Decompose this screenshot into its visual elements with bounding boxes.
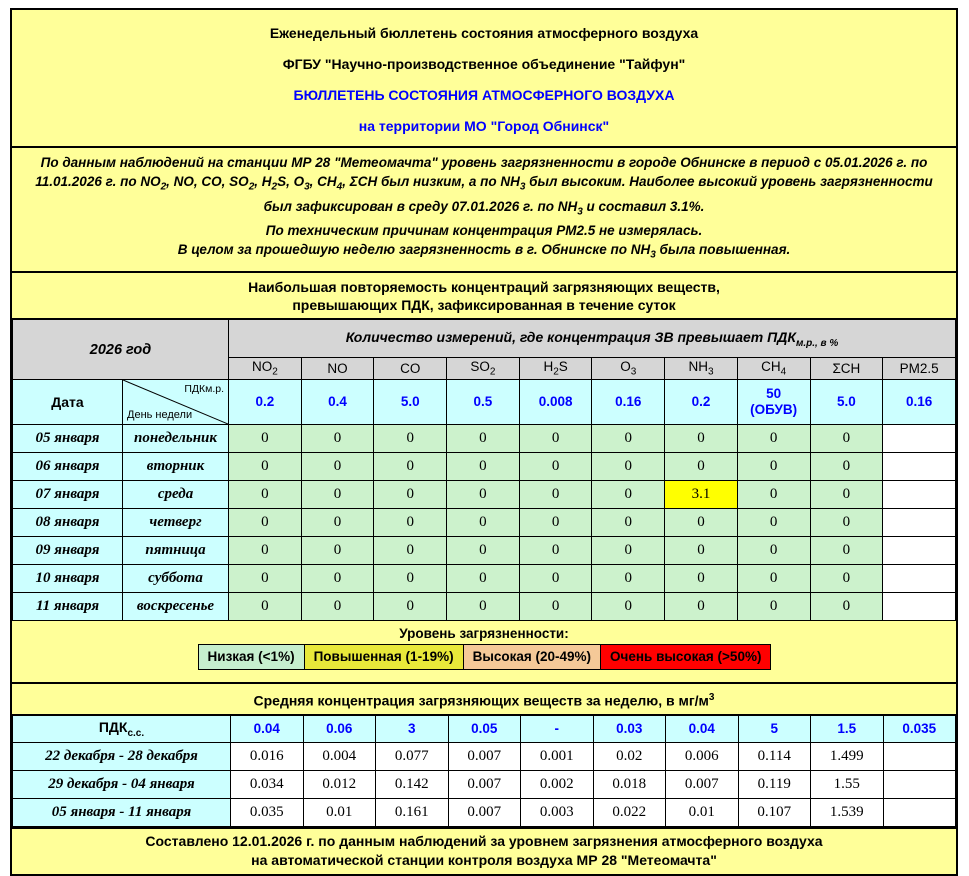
exceedance-value-cell: 0 xyxy=(229,565,302,593)
air-quality-bulletin xyxy=(10,8,958,876)
date-cell: 09 января xyxy=(13,537,123,565)
exceedance-value-cell: 0 xyxy=(447,425,520,453)
pollution-level-legend xyxy=(12,621,956,682)
pdk-ss-value-cell: 0.06 xyxy=(303,715,376,743)
pollutant-header-cell: NO xyxy=(301,358,374,380)
weekday-cell: пятница xyxy=(123,537,229,565)
pdk-mr-row xyxy=(13,380,956,425)
pdk-mr-value-cell: 0.008 xyxy=(519,380,592,425)
footer-note xyxy=(12,827,956,874)
weekly-value-cell: 0.02 xyxy=(593,742,666,770)
pdk-ss-value-cell: 0.035 xyxy=(883,715,956,743)
exceedance-value-cell xyxy=(883,565,956,593)
exceedance-row xyxy=(13,425,956,453)
exceedance-value-cell: 0 xyxy=(447,453,520,481)
pollutant-header-cell: $H_2S$ xyxy=(519,358,592,380)
exceedance-value-cell: 0 xyxy=(301,537,374,565)
exceedance-value-cell: 0 xyxy=(374,509,447,537)
exceedance-value-cell: 0 xyxy=(447,509,520,537)
exceedance-value-cell: 0 xyxy=(810,593,883,621)
weekly-value-cell: 0.007 xyxy=(448,798,521,826)
weekly-value-cell: 0.142 xyxy=(376,770,449,798)
exceedance-value-cell: 0 xyxy=(519,425,592,453)
weekday-cell: суббота xyxy=(123,565,229,593)
exceedance-value-cell: 0 xyxy=(229,453,302,481)
legend-item: Очень высокая (>50%) xyxy=(600,644,771,670)
exceedance-value-cell: 0 xyxy=(810,425,883,453)
exceedance-value-cell: 0 xyxy=(374,481,447,509)
weekly-row xyxy=(13,742,956,770)
pdk-mr-value-cell: 0.2 xyxy=(665,380,738,425)
weekly-value-cell: 1.539 xyxy=(811,798,884,826)
legend-title: Уровень загрязненности: xyxy=(399,626,569,642)
pollutant-header-cell: $CH_4$ xyxy=(737,358,810,380)
weekly-table-title: Средняя концентрация загрязняющих веществ за неделю, в $мг/м^3$ xyxy=(12,682,956,714)
summary-paragraph: По данным наблюдений на станции МР 28 "Метеомачта" уровень загрязненности в городе Обнинске в период с 05.01.2026 г. по 11.01.2026 г. по $NO_2$, NO, CO, $SO_2$, $H_2S$, $O_3$, $CH_4$, ΣCH был низким, а по $NH_3$ был высоким. Наиболее высокий уровень загрязненности был зафиксирован в среду 07.01.2026 г. по $NH_3$ и составил 3.1%. xyxy=(35,155,933,218)
exceedance-value-cell: 0 xyxy=(519,481,592,509)
exceedance-value-cell: 0 xyxy=(592,565,665,593)
date-cell: 10 января xyxy=(13,565,123,593)
exceedance-value-cell: 3.1 xyxy=(665,481,738,509)
exceedance-value-cell: 0 xyxy=(592,425,665,453)
exceedance-value-cell: 0 xyxy=(301,565,374,593)
pollutant-header-cell: $NH_3$ xyxy=(665,358,738,380)
weekday-cell: четверг xyxy=(123,509,229,537)
weekly-value-cell: 0.022 xyxy=(593,798,666,826)
date-cell: 07 января xyxy=(13,481,123,509)
exceedance-value-cell: 0 xyxy=(519,453,592,481)
period-cell: 29 декабря - 04 января xyxy=(13,770,231,798)
exceedance-value-cell: 0 xyxy=(810,481,883,509)
legend-item: Высокая (20-49%) xyxy=(463,644,601,670)
exceedance-value-cell: 0 xyxy=(229,425,302,453)
summary-note-pm25: По техническим причинам концентрация PM2.5 не измерялась. xyxy=(265,223,703,239)
legend-row xyxy=(12,644,956,670)
exceedance-value-cell xyxy=(883,425,956,453)
exceedance-value-cell: 0 xyxy=(737,453,810,481)
weekday-cell: вторник xyxy=(123,453,229,481)
exceedance-value-cell: 0 xyxy=(665,509,738,537)
footer-line-station: на автоматической станции контроля воздуха МР 28 "Метеомачта" xyxy=(251,851,717,868)
exceedance-value-cell: 0 xyxy=(665,565,738,593)
exceedance-value-cell: 0 xyxy=(592,509,665,537)
weekday-cell: среда xyxy=(123,481,229,509)
weekly-value-cell: 0.001 xyxy=(521,742,594,770)
weekly-value-cell xyxy=(883,798,956,826)
weekly-concentration-table xyxy=(12,714,956,827)
pdk-ss-row xyxy=(13,715,956,743)
pollutant-header-cell: $NO_2$ xyxy=(229,358,302,380)
exceedance-value-cell: 0 xyxy=(592,481,665,509)
exceedance-value-cell: 0 xyxy=(229,537,302,565)
weekly-value-cell: 1.55 xyxy=(811,770,884,798)
exceedance-value-cell: 0 xyxy=(810,453,883,481)
exceedance-value-cell: 0 xyxy=(301,593,374,621)
pdk-mr-value-cell: 50 (ОБУВ) xyxy=(737,380,810,425)
period-cell: 05 января - 11 января xyxy=(13,798,231,826)
weekly-value-cell: 0.007 xyxy=(448,742,521,770)
exceedance-value-cell: 0 xyxy=(810,565,883,593)
weekly-row xyxy=(13,770,956,798)
exceedance-value-cell: 0 xyxy=(737,481,810,509)
summary-note-week: В целом за прошедшую неделю загрязненность в г. Обнинске по $NH_3$ была повышенная. xyxy=(177,242,791,262)
exceedance-value-cell: 0 xyxy=(665,425,738,453)
exceedance-row xyxy=(13,593,956,621)
pollutant-header-cell: PM2.5 xyxy=(883,358,956,380)
pdk-mr-value-cell: 5.0 xyxy=(810,380,883,425)
weekly-value-cell: 0.007 xyxy=(666,770,739,798)
pdk-mr-value-cell: 0.16 xyxy=(883,380,956,425)
exceedance-value-cell: 0 xyxy=(592,593,665,621)
footer-line-compiled: Составлено 12.01.2026 г. по данным наблюдений за уровнем загрязнения атмосферного воздуха xyxy=(145,832,823,849)
weekly-value-cell: 0.016 xyxy=(231,742,304,770)
weekly-value-cell: 0.161 xyxy=(376,798,449,826)
period-cell: 22 декабря - 28 декабря xyxy=(13,742,231,770)
bulletin-territory: на территории МО "Город Обнинск" xyxy=(358,118,610,134)
exceedance-value-cell: 0 xyxy=(374,537,447,565)
exceedance-value-cell: 0 xyxy=(447,593,520,621)
exceedance-value-cell: 0 xyxy=(519,593,592,621)
weekday-cell: понедельник xyxy=(123,425,229,453)
legend-item: Повышенная (1-19%) xyxy=(304,644,464,670)
exceedance-value-cell: 0 xyxy=(592,453,665,481)
legend-item: Низкая (<1%) xyxy=(198,644,305,670)
exceedance-value-cell: 0 xyxy=(374,565,447,593)
bulletin-subtitle: Еженедельный бюллетень состояния атмосферного воздуха xyxy=(269,25,699,41)
exceedance-value-cell: 0 xyxy=(519,537,592,565)
weekly-value-cell: 0.01 xyxy=(666,798,739,826)
pdk-ss-value-cell: - xyxy=(521,715,594,743)
exceedance-value-cell: 0 xyxy=(374,453,447,481)
weekly-value-cell: 0.004 xyxy=(303,742,376,770)
weekly-value-cell: 1.499 xyxy=(811,742,884,770)
exceedance-value-cell: 0 xyxy=(737,593,810,621)
exceedance-table-title: Наибольшая повторяемость концентраций загрязняющих веществ, превышающих ПДК, зафиксированная в течение суток xyxy=(12,271,956,318)
exceedance-header-row xyxy=(13,319,956,358)
weekly-value-cell: 0.035 xyxy=(231,798,304,826)
pdk-weekday-diagonal-cell xyxy=(123,380,229,425)
weekly-value-cell: 0.114 xyxy=(738,742,811,770)
weekly-value-cell: 0.077 xyxy=(376,742,449,770)
weekly-value-cell xyxy=(883,770,956,798)
year-cell: 2026 год xyxy=(13,319,229,380)
exceedance-value-cell xyxy=(883,537,956,565)
weekly-value-cell: 0.01 xyxy=(303,798,376,826)
date-cell: 08 января xyxy=(13,509,123,537)
exceedance-value-cell: 0 xyxy=(737,509,810,537)
pollutant-header-cell: ΣCH xyxy=(810,358,883,380)
summary-block xyxy=(12,146,956,271)
pdk-ss-value-cell: 1.5 xyxy=(811,715,884,743)
date-cell: 11 января xyxy=(13,593,123,621)
exceedance-value-cell: 0 xyxy=(592,537,665,565)
exceedance-value-cell: 0 xyxy=(737,537,810,565)
pdk-mr-value-cell: 0.16 xyxy=(592,380,665,425)
exceedance-value-cell: 0 xyxy=(447,537,520,565)
weekly-value-cell: 0.007 xyxy=(448,770,521,798)
weekly-value-cell xyxy=(883,742,956,770)
exceedance-value-cell: 0 xyxy=(737,425,810,453)
weekly-value-cell: 0.006 xyxy=(666,742,739,770)
date-cell: 05 января xyxy=(13,425,123,453)
weekly-value-cell: 0.002 xyxy=(521,770,594,798)
exceedance-value-cell: 0 xyxy=(447,565,520,593)
exceedance-row xyxy=(13,453,956,481)
date-cell: 06 января xyxy=(13,453,123,481)
exceedance-value-cell: 0 xyxy=(447,481,520,509)
exceedance-value-cell: 0 xyxy=(810,509,883,537)
diagonal-label-pdk: ПДКм.р. xyxy=(184,383,225,396)
pollutant-header-cell: $SO_2$ xyxy=(447,358,520,380)
exceedance-value-cell: 0 xyxy=(229,593,302,621)
pdk-ss-value-cell: 3 xyxy=(376,715,449,743)
exceedance-value-cell: 0 xyxy=(374,593,447,621)
weekly-value-cell: 0.018 xyxy=(593,770,666,798)
bulletin-header xyxy=(12,10,956,146)
pollutant-header-cell: $O_3$ xyxy=(592,358,665,380)
exceedance-row xyxy=(13,537,956,565)
pdk-mr-value-cell: 5.0 xyxy=(374,380,447,425)
weekly-value-cell: 0.107 xyxy=(738,798,811,826)
pdk-ss-value-cell: 0.04 xyxy=(666,715,739,743)
pdk-mr-value-cell: 0.2 xyxy=(229,380,302,425)
exceedance-value-cell: 0 xyxy=(301,509,374,537)
pollutant-header-cell: CO xyxy=(374,358,447,380)
exceedance-value-cell: 0 xyxy=(301,481,374,509)
pdk-mr-value-cell: 0.4 xyxy=(301,380,374,425)
exceedance-value-cell: 0 xyxy=(737,565,810,593)
organization-name: ФГБУ "Научно-производственное объединение "Тайфун" xyxy=(282,56,686,72)
exceedance-value-cell xyxy=(883,593,956,621)
exceedance-value-cell: 0 xyxy=(301,425,374,453)
pdk-ss-value-cell: 0.03 xyxy=(593,715,666,743)
exceedance-value-cell xyxy=(883,481,956,509)
exceedance-value-cell: 0 xyxy=(229,509,302,537)
weekly-row xyxy=(13,798,956,826)
exceedance-value-cell: 0 xyxy=(519,509,592,537)
pdk-ss-label-cell: $ПДК_{с.с.}$ xyxy=(13,715,231,743)
exceedance-value-cell: 0 xyxy=(229,481,302,509)
weekly-value-cell: 0.003 xyxy=(521,798,594,826)
diagonal-label-weekday: День недели xyxy=(127,409,193,422)
exceedance-value-cell xyxy=(883,509,956,537)
pdk-ss-value-cell: 5 xyxy=(738,715,811,743)
measure-header-cell: Количество измерений, где концентрация ЗВ превышает $ПДК_{м.р., в \%}$ xyxy=(229,319,956,358)
pdk-ss-value-cell: 0.04 xyxy=(231,715,304,743)
exceedance-value-cell: 0 xyxy=(665,453,738,481)
weekly-value-cell: 0.119 xyxy=(738,770,811,798)
pdk-ss-value-cell: 0.05 xyxy=(448,715,521,743)
date-label-cell: Дата xyxy=(13,380,123,425)
exceedance-value-cell: 0 xyxy=(374,425,447,453)
pdk-mr-value-cell: 0.5 xyxy=(447,380,520,425)
weekday-cell: воскресенье xyxy=(123,593,229,621)
exceedance-value-cell: 0 xyxy=(810,537,883,565)
weekly-value-cell: 0.012 xyxy=(303,770,376,798)
weekly-value-cell: 0.034 xyxy=(231,770,304,798)
bulletin-title: БЮЛЛЕТЕНЬ СОСТОЯНИЯ АТМОСФЕРНОГО ВОЗДУХА xyxy=(293,87,675,103)
exceedance-value-cell: 0 xyxy=(301,453,374,481)
exceedance-value-cell: 0 xyxy=(665,593,738,621)
exceedance-row xyxy=(13,509,956,537)
exceedance-value-cell: 0 xyxy=(519,565,592,593)
exceedance-value-cell xyxy=(883,453,956,481)
exceedance-value-cell: 0 xyxy=(665,537,738,565)
exceedance-row xyxy=(13,565,956,593)
exceedance-row xyxy=(13,481,956,509)
exceedance-table xyxy=(12,318,956,621)
